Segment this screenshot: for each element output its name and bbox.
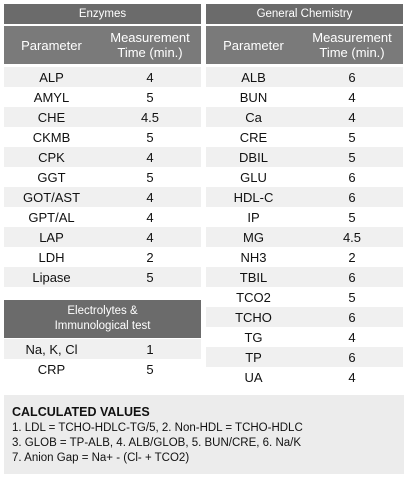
electrolytes-rows: [4, 339, 201, 379]
general-col-time: Measurement Time (min.): [312, 30, 392, 60]
table-row: [4, 339, 201, 359]
table-row: [206, 87, 403, 107]
table-row: [206, 287, 403, 307]
table-row: [4, 247, 201, 267]
parameter-cell: Na, K, Cl: [25, 341, 78, 357]
time-cell: 4: [146, 189, 154, 205]
time-cell: 5: [146, 269, 154, 285]
time-cell: 6: [348, 309, 356, 325]
time-cell: 2: [146, 249, 154, 265]
parameter-cell: GPT/AL: [28, 209, 75, 225]
enzymes-rows: [4, 67, 201, 287]
enzymes-col-time: Measurement Time (min.): [110, 30, 190, 60]
time-cell: 4: [146, 149, 154, 165]
time-cell: 4: [146, 229, 154, 245]
time-cell: 5: [348, 149, 356, 165]
time-cell: 6: [348, 269, 356, 285]
parameter-cell: IP: [247, 209, 260, 225]
parameter-cell: TCHO: [235, 309, 272, 325]
parameter-cell: TP: [245, 349, 262, 365]
parameter-cell: CPK: [38, 149, 65, 165]
time-cell: 4: [348, 369, 356, 385]
calculated-line: 1. LDL = TCHO-HDLC-TG/5, 2. Non-HDL = TCHO-HDLC: [12, 422, 303, 434]
time-cell: 6: [348, 169, 356, 185]
general-chemistry-table: [206, 4, 403, 387]
calculated-values-box: [4, 395, 404, 474]
time-cell: 6: [348, 189, 356, 205]
table-row: [206, 227, 403, 247]
table-row: [4, 67, 201, 87]
time-cell: 5: [146, 129, 154, 145]
time-cell: 5: [348, 209, 356, 225]
calculated-line: 3. GLOB = TP-ALB, 4. ALB/GLOB, 5. BUN/CRE, 6. Na/K: [12, 437, 302, 449]
electrolytes-table: [4, 300, 201, 379]
time-cell: 4: [146, 209, 154, 225]
table-row: [4, 359, 201, 379]
parameter-cell: UA: [244, 369, 263, 385]
table-row: [206, 67, 403, 87]
enzymes-header-row: [4, 26, 201, 64]
parameter-cell: LAP: [39, 229, 64, 245]
table-row: [4, 87, 201, 107]
parameter-cell: MG: [243, 229, 264, 245]
time-cell: 6: [348, 349, 356, 365]
time-cell: 4.5: [342, 229, 362, 245]
time-cell: 5: [146, 169, 154, 185]
table-row: [206, 347, 403, 367]
table-row: [206, 147, 403, 167]
enzymes-title: Enzymes: [4, 4, 201, 24]
table-row: [4, 167, 201, 187]
time-cell: 5: [348, 289, 356, 305]
table-row: [206, 367, 403, 387]
general-header-row: [206, 26, 403, 64]
general-col-parameter: Parameter: [223, 37, 284, 53]
general-title: General Chemistry: [206, 4, 403, 24]
table-row: [4, 187, 201, 207]
parameter-cell: ALB: [241, 69, 266, 85]
table-row: [4, 267, 201, 287]
time-cell: 4: [146, 69, 154, 85]
parameter-cell: AMYL: [33, 89, 70, 105]
parameter-cell: GOT/AST: [22, 189, 81, 205]
time-cell: 4.5: [140, 109, 160, 125]
time-cell: 1: [146, 341, 154, 357]
parameter-cell: LDH: [38, 249, 65, 265]
table-row: [206, 107, 403, 127]
general-rows: [206, 67, 403, 387]
table-row: [4, 227, 201, 247]
parameter-cell: DBIL: [239, 149, 268, 165]
time-cell: 5: [146, 361, 154, 377]
electrolytes-title-line2: Immunological test: [54, 320, 151, 332]
parameter-cell: ALP: [39, 69, 64, 85]
parameter-cell: GGT: [37, 169, 66, 185]
time-cell: 2: [348, 249, 356, 265]
calculated-title: CALCULATED VALUES: [12, 405, 150, 419]
enzymes-table: [4, 4, 201, 287]
time-cell: 5: [348, 129, 356, 145]
time-cell: 4: [348, 89, 356, 105]
table-row: [4, 147, 201, 167]
time-cell: 4: [348, 109, 356, 125]
table-row: [4, 207, 201, 227]
table-row: [206, 167, 403, 187]
time-cell: 6: [348, 69, 356, 85]
parameter-cell: CRP: [37, 361, 66, 377]
parameter-cell: HDL-C: [233, 189, 274, 205]
table-row: [4, 107, 201, 127]
parameter-cell: Lipase: [32, 269, 71, 285]
table-row: [206, 247, 403, 267]
table-row: [206, 207, 403, 227]
parameter-cell: NH3: [240, 249, 267, 265]
table-row: [4, 127, 201, 147]
table-row: [206, 187, 403, 207]
parameter-cell: CHE: [37, 109, 66, 125]
parameter-cell: BUN: [239, 89, 268, 105]
parameter-cell: TBIL: [239, 269, 268, 285]
calculated-line: 7. Anion Gap = Na+ - (Cl- + TCO2): [12, 452, 190, 464]
time-cell: 4: [348, 329, 356, 345]
table-row: [206, 327, 403, 347]
parameter-cell: GLU: [240, 169, 267, 185]
table-row: [206, 267, 403, 287]
electrolytes-title: [4, 300, 201, 338]
parameter-cell: CRE: [239, 129, 268, 145]
table-row: [206, 127, 403, 147]
table-row: [206, 307, 403, 327]
time-cell: 5: [146, 89, 154, 105]
electrolytes-title-line1: Electrolytes &: [67, 305, 138, 317]
parameter-cell: TG: [244, 329, 263, 345]
enzymes-col-parameter: Parameter: [21, 37, 82, 53]
parameter-cell: CKMB: [32, 129, 71, 145]
parameter-cell: Ca: [245, 109, 262, 125]
parameter-cell: TCO2: [236, 289, 271, 305]
